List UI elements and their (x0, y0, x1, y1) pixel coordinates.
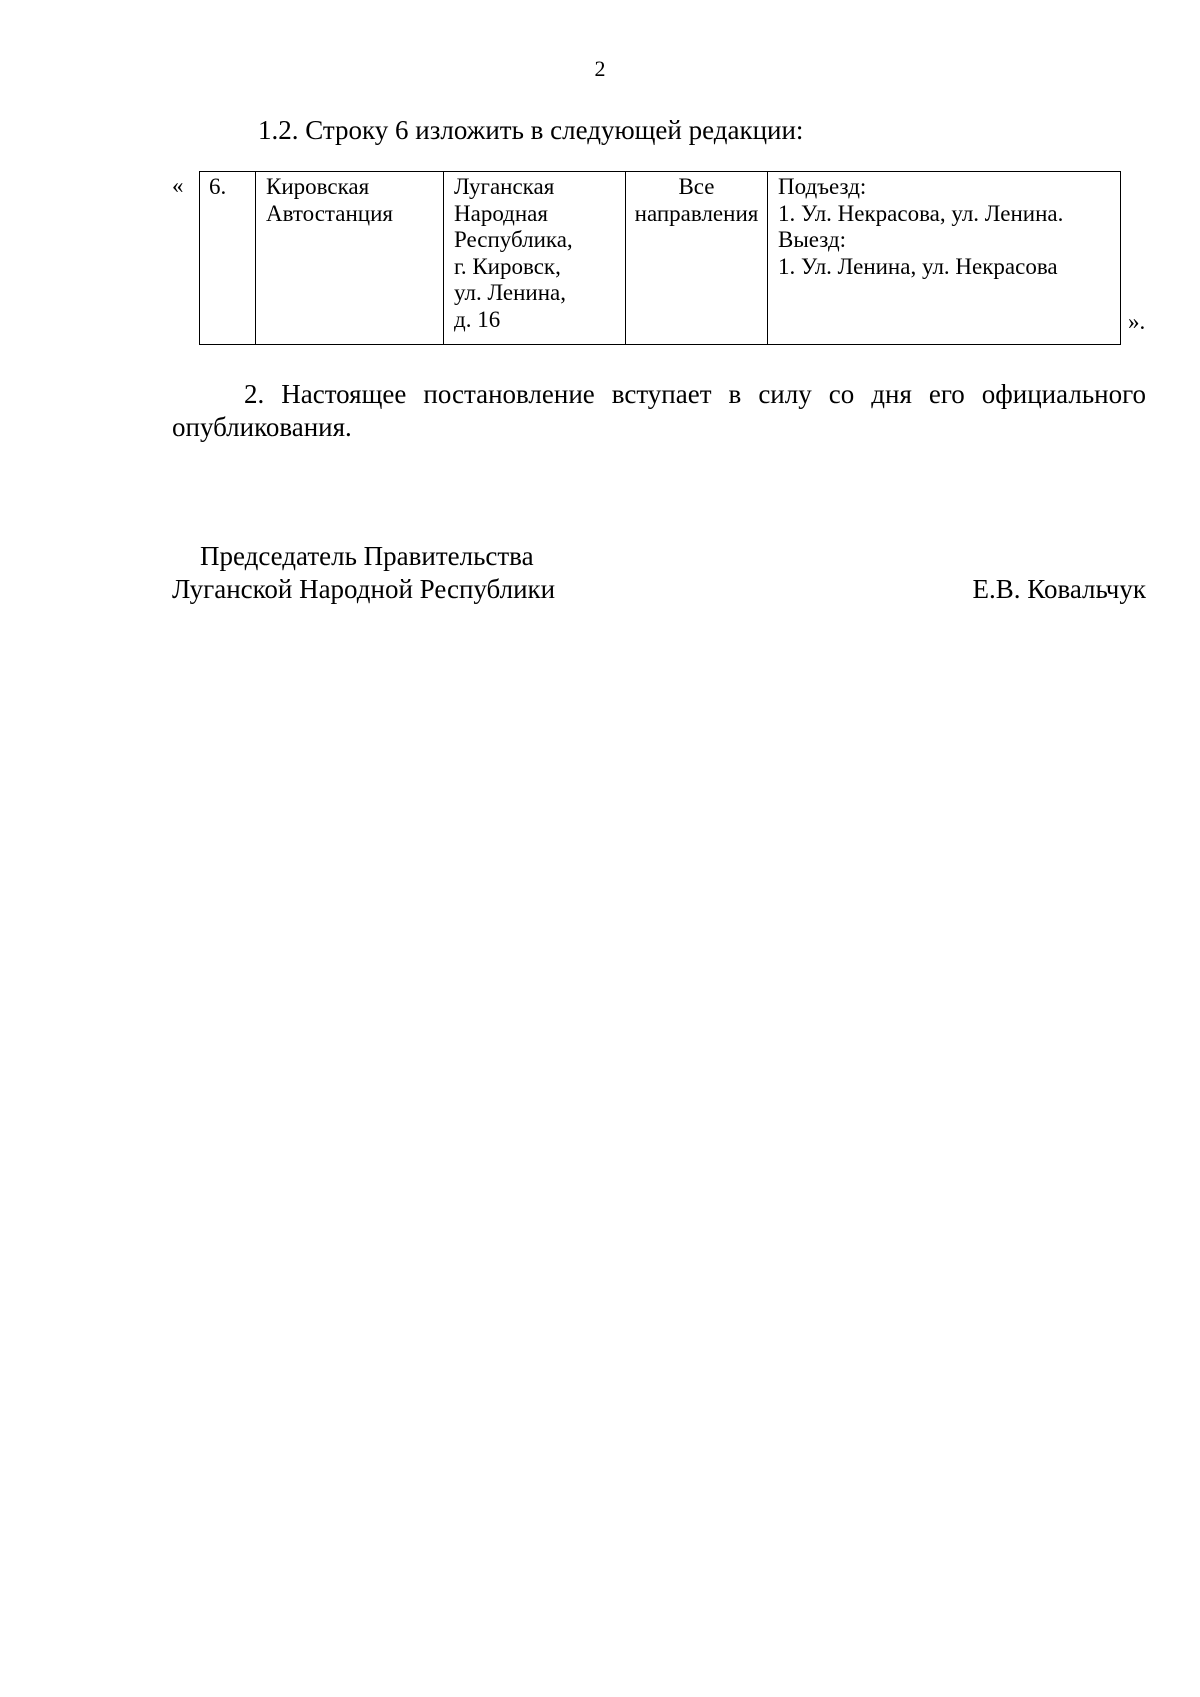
signatory-organization: Луганской Народной Республики (172, 574, 556, 604)
row-number-cell: 6. (200, 172, 256, 345)
direction-cell: Все направления (626, 172, 768, 345)
table-row (200, 172, 1121, 345)
effective-date-paragraph: 2. Настоящее постановление вступает в силу со дня его официального опубликования. (172, 379, 1146, 442)
station-address-cell: Луганская Народная Республика, г. Кировск, ул. Ленина, д. 16 (444, 172, 626, 345)
closing-quote: ». (1128, 309, 1146, 334)
page-number: 2 (594, 56, 606, 81)
route-description-cell: Подъезд: 1. Ул. Некрасова, ул. Ленина. Выезд: 1. Ул. Ленина, ул. Некрасова (768, 172, 1121, 345)
route-table (199, 171, 1121, 345)
section-heading: 1.2. Строку 6 изложить в следующей редакции: (258, 115, 804, 145)
station-name-cell: Кировская Автостанция (256, 172, 444, 345)
signatory-name: Е.В. Ковальчук (972, 574, 1146, 604)
signatory-title: Председатель Правительства (200, 541, 534, 571)
opening-quote: « (172, 173, 184, 198)
